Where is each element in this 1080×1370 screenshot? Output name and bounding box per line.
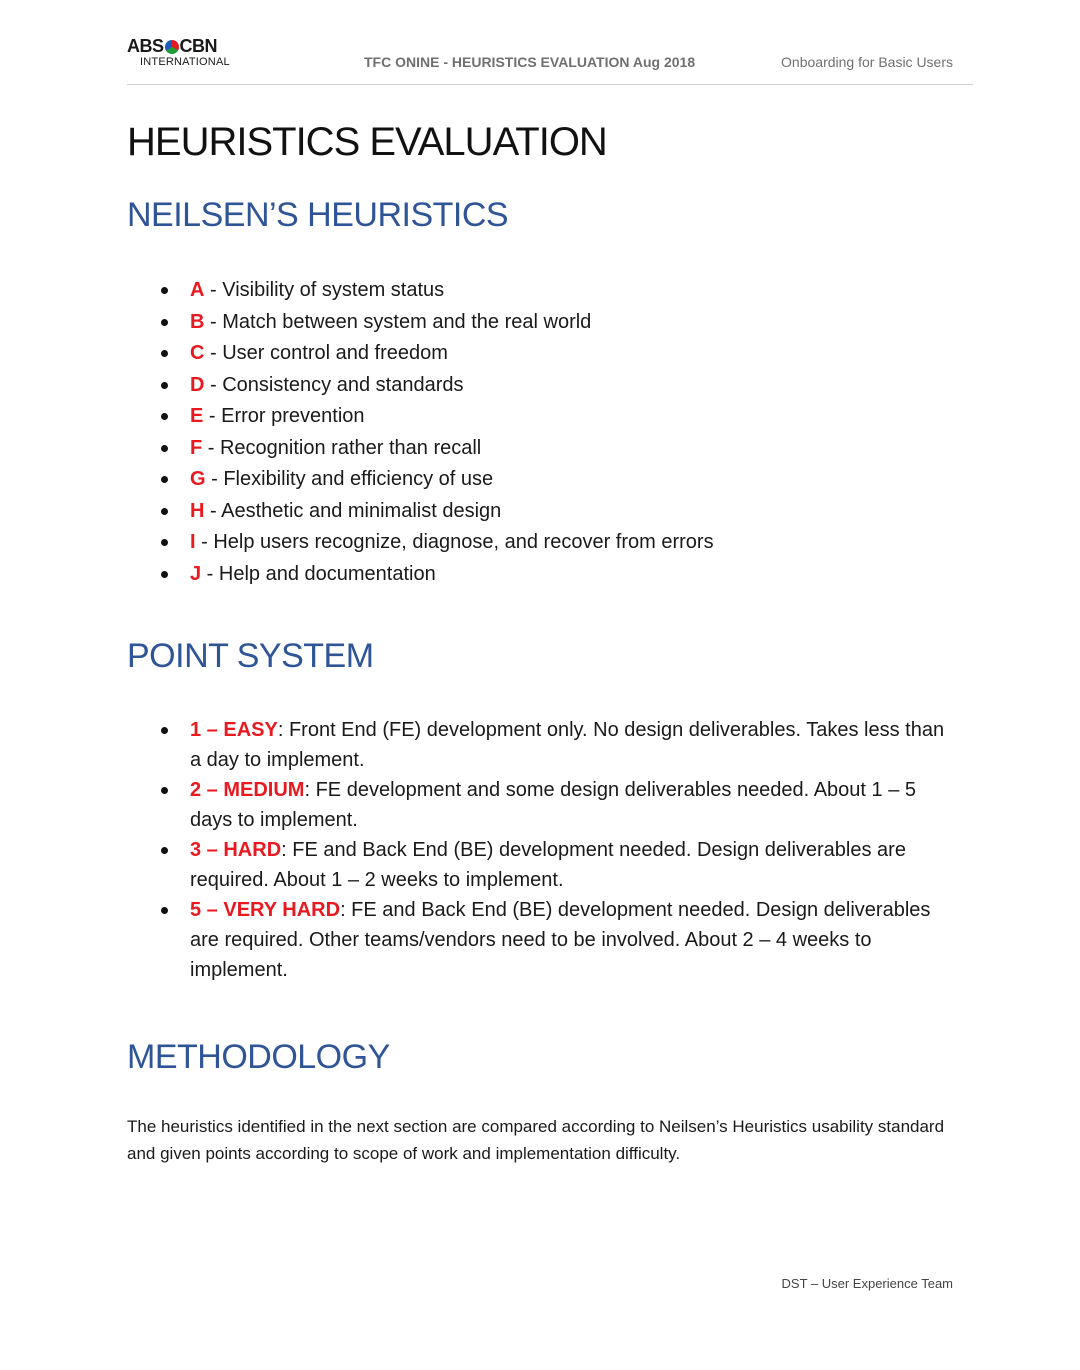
methodology-heading: METHODOLOGY [127, 1038, 390, 1076]
heuristic-item: C - User control and freedom [160, 338, 714, 370]
page-footer: DST – User Experience Team [781, 1276, 953, 1291]
heuristic-item: I - Help users recognize, diagnose, and recover from errors [160, 527, 714, 559]
logo-ring-icon [165, 40, 179, 54]
point-item: 1 – EASY: Front End (FE) development only. No design deliverables. Takes less than a day to implement. [160, 715, 960, 775]
heuristic-item: E - Error prevention [160, 401, 714, 433]
heuristic-item: A - Visibility of system status [160, 275, 714, 307]
page-header [127, 36, 973, 85]
section-title: Onboarding for Basic Users [781, 54, 953, 70]
heuristic-item: B - Match between system and the real world [160, 307, 714, 339]
heuristic-item: G - Flexibility and efficiency of use [160, 464, 714, 496]
point-item: 5 – VERY HARD: FE and Back End (BE) development needed. Design deliverables are required. Other teams/vendors need to be involved. About 2 – 4 weeks to implement. [160, 895, 960, 985]
abs-cbn-logo: ABS CBN INTERNATIONAL [127, 36, 230, 68]
point-item: 3 – HARD: FE and Back End (BE) development needed. Design deliverables are required. About 1 – 2 weeks to implement. [160, 835, 960, 895]
document-title: TFC ONINE - HEURISTICS EVALUATION Aug 2018 [364, 54, 696, 70]
point-system-heading: POINT SYSTEM [127, 637, 374, 675]
point-item: 2 – MEDIUM: FE development and some design deliverables needed. About 1 – 5 days to implement. [160, 775, 960, 835]
heuristic-item: J - Help and documentation [160, 559, 714, 591]
heuristics-heading: NEILSEN’S HEURISTICS [127, 196, 509, 234]
page-title: HEURISTICS EVALUATION [127, 120, 607, 164]
heuristic-item: F - Recognition rather than recall [160, 433, 714, 465]
methodology-paragraph: The heuristics identified in the next section are compared according to Neilsen’s Heuristics usability standard and given points according to scope of work and implementation difficulty. [127, 1117, 945, 1163]
heuristics-list [160, 275, 714, 590]
point-system-list [160, 715, 960, 985]
heuristic-item: D - Consistency and standards [160, 370, 714, 402]
heuristic-item: H - Aesthetic and minimalist design [160, 496, 714, 528]
